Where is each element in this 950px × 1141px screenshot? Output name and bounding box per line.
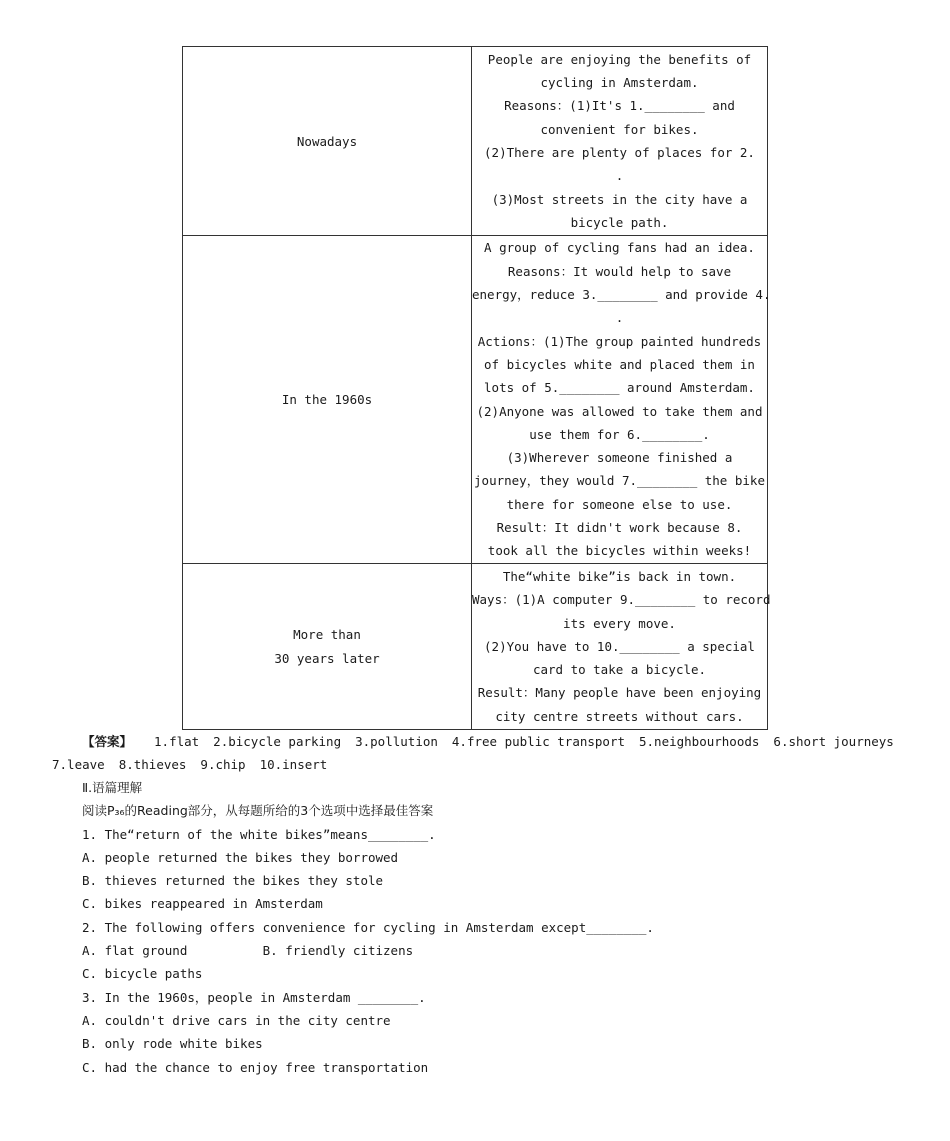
option-line: B. thieves returned the bikes they stole (82, 873, 384, 889)
table-row (183, 47, 768, 236)
description-line: (3)Most streets in the city have a (491, 191, 748, 207)
description-line: Reasons：It would help to save (507, 263, 732, 279)
description-line: its every move. (563, 615, 676, 631)
question-line: 2. The following offers convenience for cycling in Amsterdam except________. (82, 919, 654, 935)
description-line: The“white bike”is back in town. (502, 568, 737, 584)
description-line: Result：Many people have been enjoying (477, 685, 762, 701)
option-line: C. bikes reappeared in Amsterdam (82, 896, 323, 912)
period-cell (183, 564, 472, 730)
description-line: energy，reduce 3.________ and provide 4. (472, 287, 771, 303)
option-line: A. people returned the bikes they borrowed (82, 849, 399, 865)
description-line: Reasons：(1)It's 1.________ and (504, 98, 735, 114)
description-line: People are enjoying the benefits of (487, 51, 752, 67)
option-line: A. flat ground B. friendly citizens (82, 943, 414, 959)
option-line: C. had the chance to enjoy free transportation (82, 1059, 429, 1075)
description-line: there for someone else to use. (506, 496, 733, 512)
answer-item: 4.free public transport (451, 734, 625, 749)
answer-item: 7.leave (52, 757, 105, 772)
option-line: A. couldn't drive cars in the city centre (82, 1012, 391, 1028)
section-heading: Ⅱ.语篇理解 (82, 780, 143, 795)
description-cell (472, 564, 771, 730)
summary-table (182, 46, 771, 730)
question-line: 3. In the 1960s，people in Amsterdam ________. (82, 989, 426, 1005)
description-line: Ways：(1)A computer 9.________ to record (472, 592, 771, 608)
answer-item: 2.bicycle parking (213, 734, 342, 749)
option-line: B. only rode white bikes (82, 1036, 263, 1052)
period-cell (183, 236, 472, 564)
description-cell (472, 236, 771, 564)
period-label: In the 1960s (281, 392, 373, 407)
description-line: lots of 5.________ around Amsterdam. (484, 380, 755, 396)
description-line: journey，they would 7.________ the bike (474, 473, 765, 489)
description-line: city centre streets without cars. (495, 708, 744, 724)
description-line: bicycle path. (570, 214, 669, 230)
description-line: of bicycles white and placed them in (484, 356, 755, 372)
period-cell (183, 47, 472, 236)
question-line: 1. The“return of the white bikes”means________. (82, 826, 436, 842)
answer-label: 【答案】 (82, 734, 133, 749)
answer-item: 8.thieves (118, 757, 187, 772)
answer-item: 9.chip (200, 757, 246, 772)
description-cell (472, 47, 768, 236)
answer-line (52, 753, 912, 776)
description-line: use them for 6.________. (529, 426, 710, 442)
section-instruction: 阅读P₃₆的Reading部分，从每题所给的3个选项中选择最佳答案 (82, 803, 434, 819)
answer-item: 3.pollution (355, 734, 438, 749)
description-line: cycling in Amsterdam. (540, 75, 699, 91)
answer-line (52, 730, 912, 753)
description-line: (3)Wherever someone finished a (506, 450, 733, 466)
period-label: Nowadays (296, 133, 358, 149)
table-row (183, 236, 768, 564)
answer-item: 1.flat (154, 734, 200, 749)
description-line: (2)You have to 10.________ a special (484, 638, 755, 654)
reading-comprehension-section (82, 776, 882, 1079)
answer-key (52, 730, 912, 776)
period-label: More than (293, 627, 361, 643)
description-line: (2)Anyone was allowed to take them and (476, 403, 763, 419)
description-line: A group of cycling fans had an idea. (484, 240, 755, 256)
description-line: . (615, 310, 624, 326)
answer-item: 5.neighbourhoods (639, 734, 760, 749)
description-line: . (615, 168, 624, 184)
description-line: convenient for bikes. (540, 121, 699, 137)
description-line: Result：It didn't work because 8. (496, 519, 743, 535)
answer-item: 10.insert (259, 757, 328, 772)
description-line: (2)There are plenty of places for 2. (484, 145, 755, 160)
table-row (183, 564, 768, 730)
period-label: 30 years later (274, 650, 380, 666)
description-line: card to take a bicycle. (532, 662, 707, 678)
answer-item: 6.short journeys (773, 734, 894, 749)
description-line: took all the bicycles within weeks! (487, 543, 752, 559)
option-line: C. bicycle paths (82, 966, 203, 982)
description-line: Actions：(1)The group painted hundreds (477, 333, 762, 349)
